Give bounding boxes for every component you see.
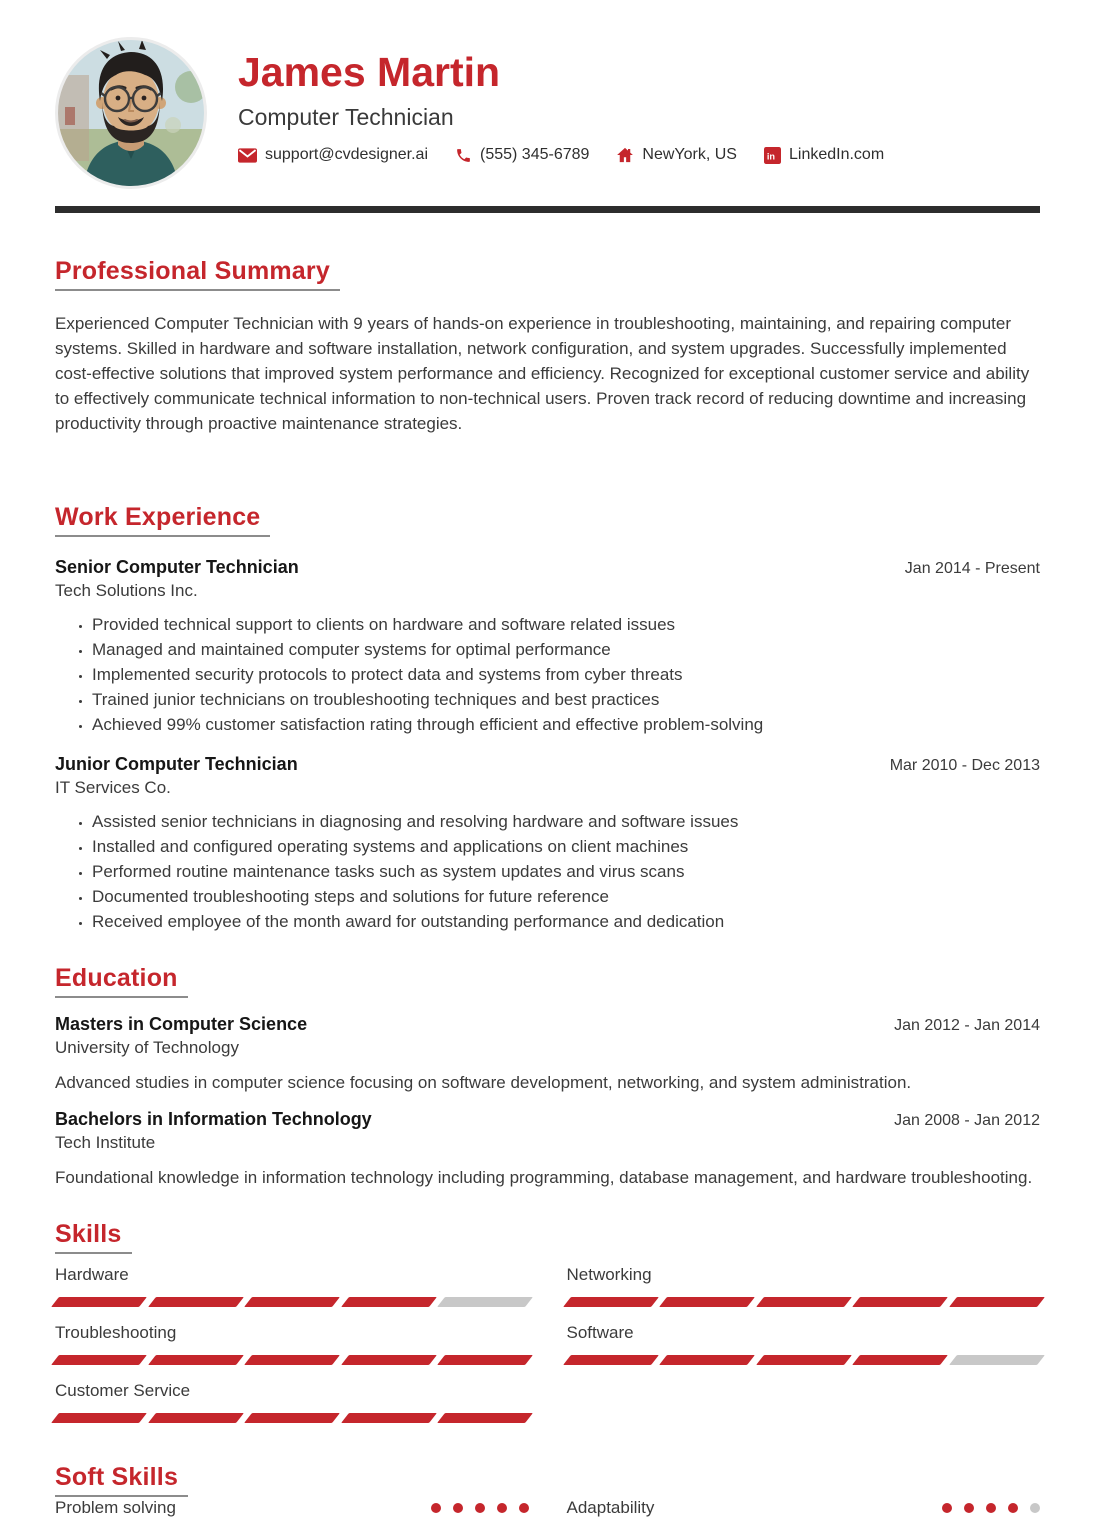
skill-bar <box>55 1297 529 1307</box>
contact-item[interactable] <box>238 146 428 164</box>
skill-bar-segment <box>563 1297 658 1307</box>
skill-bar <box>55 1355 529 1365</box>
job-bullets <box>55 612 1040 737</box>
school-name: Tech Institute <box>55 1133 156 1152</box>
contact-item[interactable] <box>455 146 589 164</box>
education-entry <box>55 1012 1040 1095</box>
soft-skill-item <box>567 1497 1041 1519</box>
job-entry <box>55 752 1040 934</box>
section-summary <box>55 259 1040 436</box>
education-dates: Jan 2012 - Jan 2014 <box>894 1017 1040 1034</box>
job-header <box>55 752 1040 776</box>
rating-dot <box>453 1503 463 1513</box>
skill-name: Software <box>566 1323 634 1342</box>
skill-bar-segment <box>659 1355 754 1365</box>
education-description: Advanced studies in computer science focusing on software development, networking, and system administration. <box>55 1073 912 1092</box>
header-divider <box>55 206 1040 213</box>
skill-bar-segment <box>244 1297 339 1307</box>
contact-text: NewYork, US <box>642 146 737 163</box>
skill-bar-segment <box>756 1297 851 1307</box>
section-work-experience <box>55 505 1040 934</box>
skill-bar-segment <box>563 1355 658 1365</box>
rating-dot <box>986 1503 996 1513</box>
skill-bar-segment <box>852 1355 947 1365</box>
job-bullet: • Achieved 99% customer satisfaction rating through efficient and effective problem-solving <box>92 712 1040 737</box>
education-list <box>55 1012 1040 1190</box>
job-title: Junior Computer Technician <box>55 754 298 774</box>
skill-bar-segment <box>341 1297 436 1307</box>
contact-item[interactable] <box>764 146 884 164</box>
soft-skill-rating <box>431 1503 529 1513</box>
degree-title: Masters in Computer Science <box>55 1014 308 1034</box>
contact-text: LinkedIn.com <box>788 146 885 163</box>
skill-bar-segment <box>756 1355 851 1365</box>
education-heading: Education <box>55 966 188 998</box>
avatar <box>55 37 207 189</box>
job-dates: Jan 2014 - Present <box>904 560 1040 577</box>
rating-dot <box>1030 1503 1040 1513</box>
soft-skills-grid <box>55 1497 1040 1519</box>
svg-text:in: in <box>766 150 775 161</box>
contact-item[interactable] <box>616 146 737 164</box>
person-name: James Martin <box>238 49 501 95</box>
skill-bar-segment <box>148 1355 243 1365</box>
job-bullet: • Trained junior technicians on troubleshooting techniques and best practices <box>92 687 1040 712</box>
job-list <box>55 555 1040 934</box>
education-header <box>55 1107 1040 1131</box>
rating-dot <box>519 1503 529 1513</box>
skill-bar-segment <box>244 1413 339 1423</box>
soft-skill-name: Problem solving <box>55 1498 176 1517</box>
skill-name: Customer Service <box>55 1381 191 1400</box>
job-bullet: • Installed and configured operating systems and applications on client machines <box>92 834 1040 859</box>
degree-title: Bachelors in Information Technology <box>55 1109 372 1129</box>
email-icon <box>238 148 257 163</box>
linkedin-icon <box>764 147 781 164</box>
skill-bar-segment <box>51 1297 146 1307</box>
job-header <box>55 555 1040 579</box>
job-company: IT Services Co. <box>55 778 171 797</box>
school-name: University of Technology <box>55 1038 239 1057</box>
education-entry <box>55 1107 1040 1190</box>
contact-text: support@cvdesigner.ai <box>265 146 428 163</box>
job-bullet: • Implemented security protocols to protect data and systems from cyber threats <box>92 662 1040 687</box>
job-title: Senior Computer Technician <box>55 557 299 577</box>
header-text <box>238 37 884 164</box>
job-bullet: • Provided technical support to clients on hardware and software related issues <box>92 612 1040 637</box>
rating-dot <box>475 1503 485 1513</box>
skill-bar-segment <box>148 1297 243 1307</box>
job-bullet: • Documented troubleshooting steps and solutions for future reference <box>92 884 1040 909</box>
section-soft-skills <box>55 1465 1040 1519</box>
soft-skill-name: Adaptability <box>566 1498 655 1517</box>
home-icon <box>616 146 634 164</box>
job-dates: Mar 2010 - Dec 2013 <box>889 757 1040 774</box>
skill-name: Troubleshooting <box>55 1323 177 1342</box>
job-bullet: • Received employee of the month award for outstanding performance and dedication <box>92 909 1040 934</box>
education-header <box>55 1012 1040 1036</box>
skill-bar <box>567 1355 1041 1365</box>
work-experience-heading: Work Experience <box>55 505 270 537</box>
education-dates: Jan 2008 - Jan 2012 <box>894 1112 1040 1129</box>
rating-dot <box>431 1503 441 1513</box>
phone-icon <box>455 147 472 164</box>
job-bullet: • Managed and maintained computer systems for optimal performance <box>92 637 1040 662</box>
skill-bar-segment <box>244 1355 339 1365</box>
skill-bar <box>55 1413 529 1423</box>
soft-skill-rating <box>942 1503 1040 1513</box>
skill-bar-segment <box>51 1355 146 1365</box>
summary-heading: Professional Summary <box>55 259 340 291</box>
rating-dot <box>942 1503 952 1513</box>
section-skills <box>55 1222 1040 1423</box>
skill-item <box>55 1381 529 1423</box>
job-bullet: • Performed routine maintenance tasks such as system updates and virus scans <box>92 859 1040 884</box>
skill-bar <box>567 1297 1041 1307</box>
rating-dot <box>497 1503 507 1513</box>
skill-bar-segment <box>659 1297 754 1307</box>
contact-text: (555) 345-6789 <box>480 146 590 163</box>
skill-bar-segment <box>341 1413 436 1423</box>
skill-item <box>55 1265 529 1307</box>
skill-bar-segment <box>437 1355 532 1365</box>
skill-name: Hardware <box>55 1265 129 1284</box>
skill-bar-segment <box>437 1413 532 1423</box>
profile-photo <box>55 37 207 189</box>
skill-bar-segment <box>949 1297 1044 1307</box>
skill-bar-segment <box>437 1297 532 1307</box>
skill-bar-segment <box>852 1297 947 1307</box>
skill-item <box>567 1323 1041 1365</box>
job-bullet: • Assisted senior technicians in diagnosing and resolving hardware and software issues <box>92 809 1040 834</box>
header <box>55 0 1040 189</box>
rating-dot <box>1008 1503 1018 1513</box>
soft-skills-heading: Soft Skills <box>55 1465 188 1497</box>
job-bullets <box>55 809 1040 934</box>
skill-bar-segment <box>51 1413 146 1423</box>
person-title: Computer Technician <box>238 104 454 130</box>
contact-row <box>238 146 884 164</box>
skills-grid <box>55 1265 1040 1423</box>
job-entry <box>55 555 1040 737</box>
section-education <box>55 966 1040 1190</box>
rating-dot <box>964 1503 974 1513</box>
skill-bar-segment <box>148 1413 243 1423</box>
skill-item <box>55 1323 529 1365</box>
skills-heading: Skills <box>55 1222 132 1254</box>
summary-text: Experienced Computer Technician with 9 years of hands-on experience in troubleshooting, maintaining, and repairing computer systems. Skilled in hardware and software installation, network configuration, and system upgrades. Successfully implemented cost-effective solutions that improved system performance and efficiency. Recognized for exceptional customer service and ability to effectively communicate technical information to non-technical users. Proven track record of reducing downtime and increasing productivity through proactive maintenance strategies. <box>55 314 1030 433</box>
soft-skill-item <box>55 1497 529 1519</box>
skill-item <box>567 1265 1041 1307</box>
skill-bar-segment <box>949 1355 1044 1365</box>
skill-name: Networking <box>566 1265 652 1284</box>
education-description: Foundational knowledge in information technology including programming, database management, and hardware troubleshooting. <box>55 1168 1033 1187</box>
skill-bar-segment <box>341 1355 436 1365</box>
job-company: Tech Solutions Inc. <box>55 581 198 600</box>
